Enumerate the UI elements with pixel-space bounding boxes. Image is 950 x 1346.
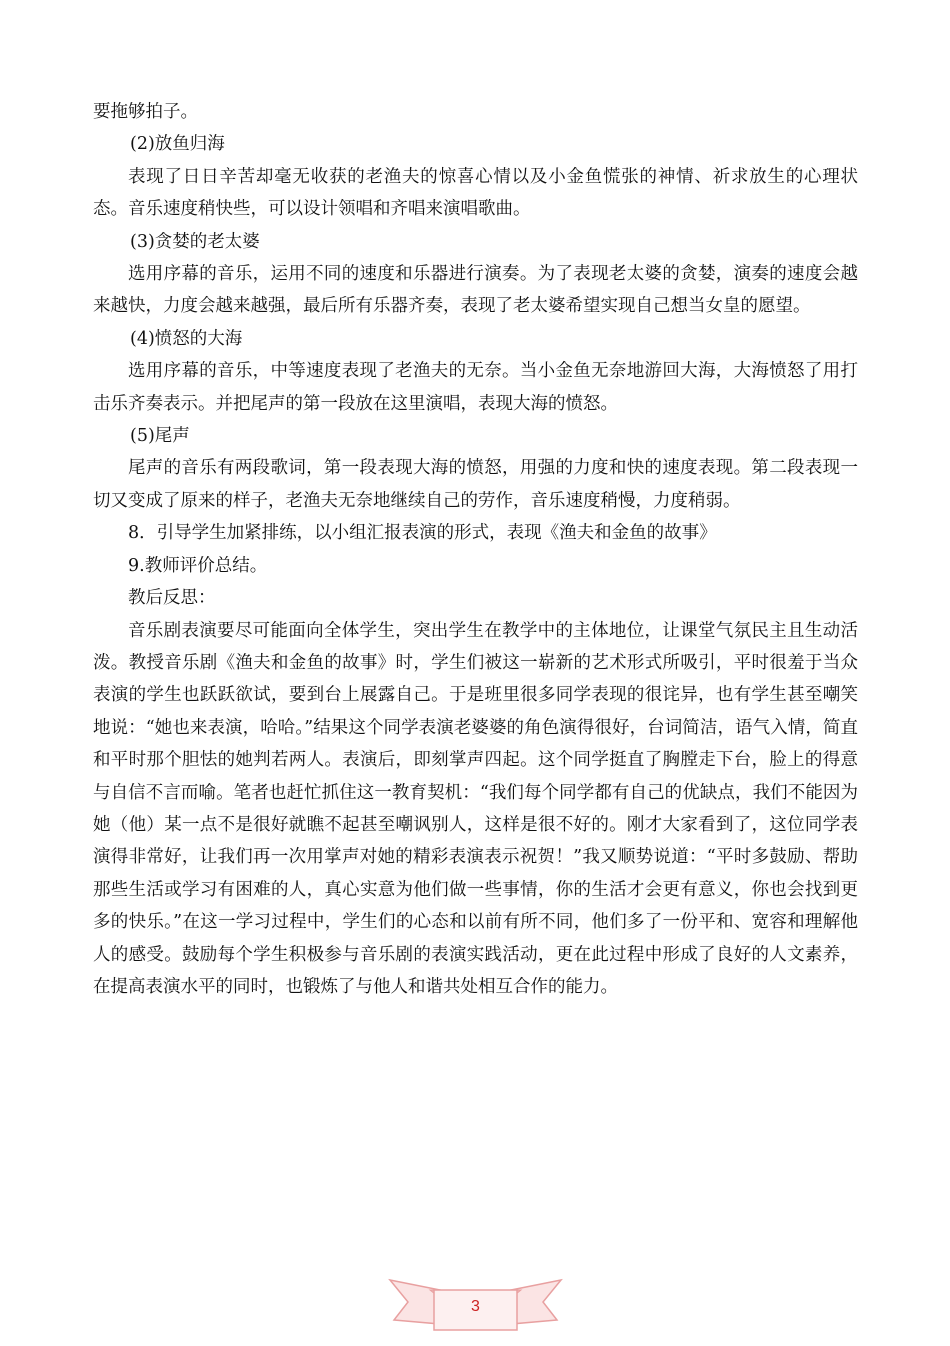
section-heading-greedy-old-woman: (3)贪婪的老太婆 bbox=[130, 231, 260, 252]
page-footer bbox=[388, 1272, 563, 1342]
paragraph-epilogue: 尾声的音乐有两段歌词，第一段表现大海的愤怒，用强的力度和快的速度表现。第二段表现一切又变成了原来的样子，老渔夫无奈地继续自己的劳作，音乐速度稍慢，力度稍弱。 bbox=[93, 458, 858, 511]
paragraph-angry-sea: 选用序幕的音乐，中等速度表现了老渔夫的无奈。当小金鱼无奈地游回大海，大海愤怒了用打击乐齐奏表示。并把尾声的第一段放在这里演唱，表现大海的愤怒。 bbox=[93, 361, 858, 414]
step-8: 8．引导学生加紧排练，以小组汇报表演的形式，表现《渔夫和金鱼的故事》 bbox=[128, 523, 717, 544]
paragraph-continuation: 要拖够拍子。 bbox=[93, 102, 198, 122]
section-heading-release-fish: (2)放鱼归海 bbox=[130, 134, 225, 155]
document-body bbox=[93, 96, 858, 1003]
paragraph-release-fish: 表现了日日辛苦却毫无收获的老渔夫的惊喜心情以及小金鱼慌张的神情、祈求放生的心理状态。音乐速度稍快些，可以设计领唱和齐唱来演唱歌曲。 bbox=[93, 166, 858, 220]
page-number: 3 bbox=[471, 1298, 480, 1315]
reflection-heading: 教后反思： bbox=[128, 588, 216, 609]
section-heading-angry-sea: (4)愤怒的大海 bbox=[130, 328, 243, 349]
paragraph-greedy-old-woman: 选用序幕的音乐，运用不同的速度和乐器进行演奏。为了表现老太婆的贪婪，演奏的速度会越来越快，力度会越来越强，最后所有乐器齐奏，表现了老太婆希望实现自己想当女皇的愿望。 bbox=[93, 264, 858, 317]
section-heading-epilogue: (5)尾声 bbox=[130, 426, 190, 447]
reflection-paragraph: 音乐剧表演要尽可能面向全体学生，突出学生在教学中的主体地位，让课堂气氛民主且生动活泼。教授音乐剧《渔夫和金鱼的故事》时，学生们被这一崭新的艺术形式所吸引，平时很羞于当众表演的学生也跃跃欲试，要到台上展露自己。于是班里很多同学表现的很诧异，也有学生甚至嘲笑地说：“她也来表演，哈哈。”结果这个同学表演老婆婆的角色演得很好，台词简洁，语气入情，简直和平时那个胆怯的她判若两人。表演后，即刻掌声四起。这个同学挺直了胸膛走下台，脸上的得意与自信不言而喻。笔者也赶忙抓住这一教育契机：“我们每个同学都有自己的优缺点，我们不能因为她（他）某一点不是很好就瞧不起甚至嘲讽别人，这样是很不好的。刚才大家看到了，这位同学表演得非常好，让我们再一次用掌声对她的精彩表演表示祝贺！”我又顺势说道：“平时多鼓励、帮助那些生活或学习有困难的人，真心实意为他们做一些事情，你的生活才会更有意义，你也会找到更多的快乐。”在这一学习过程中，学生们的心态和以前有所不同，他们多了一份平和、宽容和理解他人的感受。鼓励每个学生积极参与音乐剧的表演实践活动，更在此过程中形成了良好的人文素养，在提高表演水平的同时，也锻炼了与他人和谐共处相互合作的能力。 bbox=[93, 620, 858, 997]
step-9: 9.教师评价总结。 bbox=[128, 555, 268, 576]
